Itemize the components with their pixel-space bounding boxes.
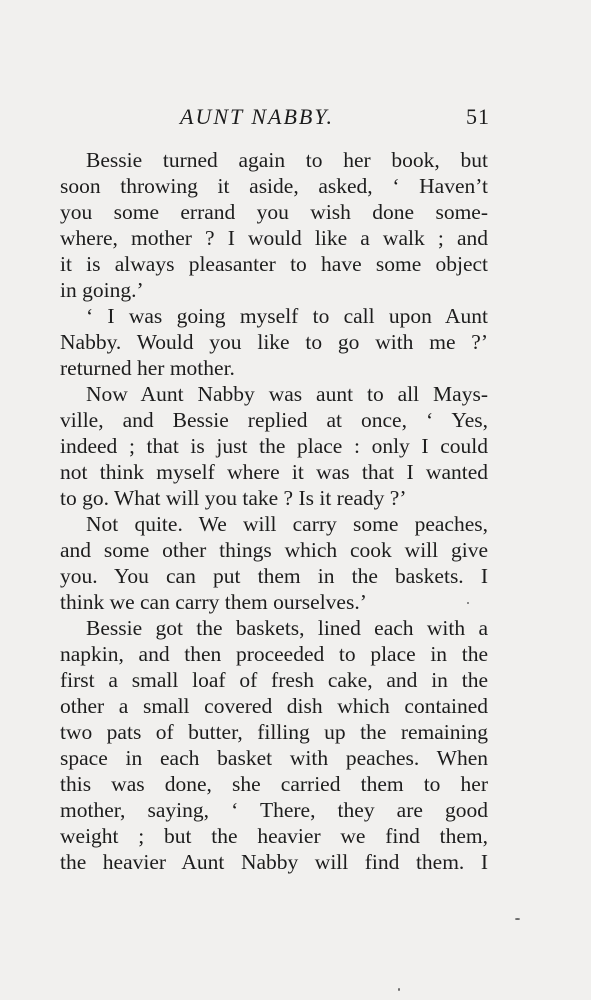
text-line: returned her mother. [60,356,235,380]
text-line: Bessie got the baskets, lined each with a [86,616,488,640]
page-number: 51 [466,104,490,129]
text-line: Bessie turned again to her book, but [86,148,488,172]
text-line: where, mother ? I would like a walk ; and [60,226,488,250]
text-line: it is always pleasanter to have some object [60,252,488,276]
text-line: you some errand you wish done some- [60,200,488,224]
text-line: Now Aunt Nabby was aunt to all Mays- [86,382,488,406]
text-line: the heavier Aunt Nabby will find them. I [60,850,488,874]
text-line: napkin, and then proceeded to place in the [60,642,488,666]
text-line: Nabby. Would you like to go with me ?’ [60,330,488,354]
text-line: space in each basket with peaches. When [60,746,488,770]
text-line: and some other things which cook will give [60,538,488,562]
text-line: indeed ; that is just the place : only I could [60,434,488,458]
speck [515,918,520,920]
text-line: think we can carry them ourselves.’ [60,590,367,614]
text-line: weight ; but the heavier we find them, [60,824,488,848]
text-line: mother, saying, ‘ There, they are good [60,798,488,822]
text-line: not think myself where it was that I wanted [60,460,488,484]
text-line: this was done, she carried them to her [60,772,488,796]
text-line: ville, and Bessie replied at once, ‘ Yes, [60,408,488,432]
text-line: in going.’ [60,278,144,302]
text-line: two pats of butter, filling up the remaining [60,720,488,744]
text-line: Not quite. We will carry some peaches, [86,512,488,536]
body-text [60,147,488,875]
text-line: first a small loaf of fresh cake, and in the [60,668,488,692]
speck [398,988,400,991]
text-line: soon throwing it aside, asked, ‘ Haven’t [60,174,488,198]
speck [467,602,469,604]
running-head [60,104,490,134]
text-line: to go. What will you take ? Is it ready ?’ [60,486,407,510]
text-line: other a small covered dish which contained [60,694,488,718]
running-title: AUNT NABBY. [180,104,335,129]
text-line: ‘ I was going myself to call upon Aunt [86,304,488,328]
text-line: you. You can put them in the baskets. I [60,564,488,588]
